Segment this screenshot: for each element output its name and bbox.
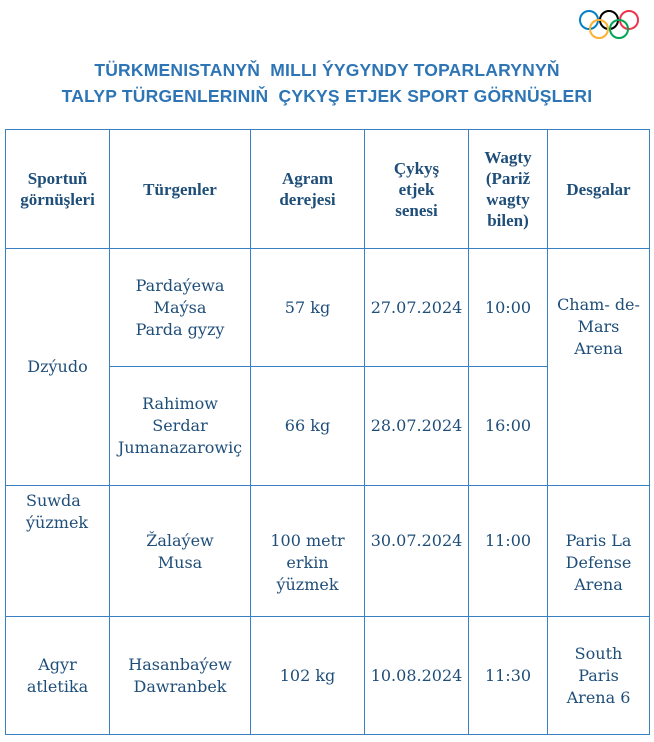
header-athletes: Türgenler: [110, 130, 251, 249]
table-row: [6, 486, 650, 617]
table-row: [6, 249, 650, 367]
cell-weight: 57 kg: [251, 249, 365, 367]
cell-sport: Suwda ýüzmek: [6, 486, 110, 617]
title-line-1: TÜRKMENISTANYŇ MILLI ÝYGYNDY TOPARLARYNYŇ: [94, 60, 560, 80]
header-weight: Agram derejesi: [251, 130, 365, 249]
cell-date: 10.08.2024: [365, 617, 469, 735]
header-sport: Sportuň görnüşleri: [6, 130, 110, 249]
cell-athlete: Hasanbaýew Dawranbek: [110, 617, 251, 735]
cell-date: 30.07.2024: [365, 486, 469, 617]
cell-venue: Cham- de- Mars Arena: [548, 249, 650, 486]
cell-time: 11:30: [469, 617, 548, 735]
cell-weight: 66 kg: [251, 367, 365, 486]
cell-athlete: Pardaýewa Maýsa Parda gyzy: [110, 249, 251, 367]
header-venue: Desgalar: [548, 130, 650, 249]
cell-time: 10:00: [469, 249, 548, 367]
cell-date: 28.07.2024: [365, 367, 469, 486]
header-time: Wagty (Pariž wagty bilen): [469, 130, 548, 249]
cell-weight: 102 kg: [251, 617, 365, 735]
cell-athlete: Žalaýew Musa: [110, 486, 251, 617]
cell-time: 11:00: [469, 486, 548, 617]
cell-sport: Dzýudo: [6, 249, 110, 486]
schedule-table: [5, 129, 650, 735]
cell-weight: 100 metr erkin ýüzmek: [251, 486, 365, 617]
header-date: Çykyş etjek senesi: [365, 130, 469, 249]
olympic-rings-logo: [578, 9, 640, 41]
cell-date: 27.07.2024: [365, 249, 469, 367]
title-line-2: TALYP TÜRGENLERINIŇ ÇYKYŞ ETJEK SPORT GÖRNÜŞLERI: [61, 86, 593, 106]
cell-venue: Paris La Defense Arena: [548, 486, 650, 617]
cell-venue: South Paris Arena 6: [548, 617, 650, 735]
cell-sport: Agyr atletika: [6, 617, 110, 735]
table-row: [6, 617, 650, 735]
header-row: [6, 130, 650, 249]
cell-time: 16:00: [469, 367, 548, 486]
cell-athlete: Rahimow Serdar Jumanazarowiç: [110, 367, 251, 486]
